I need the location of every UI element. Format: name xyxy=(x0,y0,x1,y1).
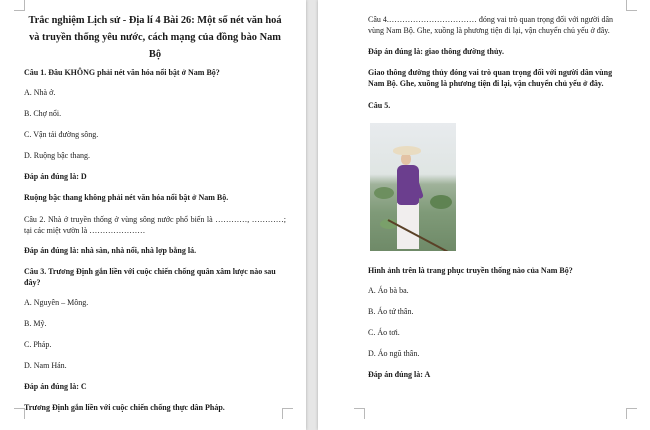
q4-explanation: Giao thông đường thủy đóng vai trò quan trọng đối với người dân vùng Nam Bộ. Ghe, xuồng là phương tiện đi lại, vận chuyển chủ yếu ở đây. xyxy=(368,68,613,88)
q3-explanation: Trương Định gắn liền với cuộc chiến chống thực dân Pháp. xyxy=(24,403,225,412)
q3-option-c: C. Pháp. xyxy=(24,340,52,349)
document-page-left xyxy=(0,0,306,430)
question-5-label: Câu 5. xyxy=(368,101,391,110)
q5-answer: Đáp án đúng là: A xyxy=(368,370,431,379)
q5-option-a: A. Áo bà ba. xyxy=(368,286,409,295)
q1-option-b: B. Chợ nổi. xyxy=(24,109,62,118)
q5-option-c: C. Áo tơi. xyxy=(368,328,400,337)
question-5: Hình ảnh trên là trang phục truyền thống nào của Nam Bộ? xyxy=(368,266,573,275)
crop-mark xyxy=(626,408,637,419)
left-page-content xyxy=(24,12,286,424)
q3-option-a: A. Nguyên – Mông. xyxy=(24,298,89,307)
crop-mark xyxy=(354,408,365,419)
question-2: Câu 2. Nhà ở truyền thống ở vùng sông nước phổ biến là …………, …………; tại các miệt vườn là ………………… xyxy=(24,215,286,235)
question-4: Câu 4.…………………………… đóng vai trò quan trọng đối với người dân vùng Nam Bộ. Ghe, xuồng là phương tiện đi lại, vận chuyển chủ yếu ở đây. xyxy=(368,15,613,35)
crop-mark xyxy=(14,0,25,11)
q1-option-d: D. Ruộng bậc thang. xyxy=(24,151,90,160)
q3-option-b: B. Mỹ. xyxy=(24,319,47,328)
traditional-costume-photo xyxy=(370,123,456,251)
conical-hat xyxy=(393,146,421,155)
q1-option-c: C. Vận tải đường sông. xyxy=(24,130,99,139)
lotus-leaf xyxy=(430,195,452,209)
q5-option-d: D. Áo ngũ thân. xyxy=(368,349,420,358)
q4-answer: Đáp án đúng là: giao thông đường thủy. xyxy=(368,47,504,56)
q1-option-a: A. Nhà ở. xyxy=(24,88,56,97)
right-page-content xyxy=(368,14,620,390)
document-page-right xyxy=(318,0,650,430)
q1-explanation: Ruộng bậc thang không phải nét văn hóa nổi bật ở Nam Bộ. xyxy=(24,193,229,202)
page-gap xyxy=(306,0,318,430)
question-3: Câu 3. Trương Định gắn liền với cuộc chiến chống quân xâm lược nào sau đây? xyxy=(24,267,276,287)
question-1: Câu 1. Đâu KHÔNG phải nét văn hóa nổi bật ở Nam Bộ? xyxy=(24,68,220,77)
lotus-leaf xyxy=(374,187,394,199)
crop-mark xyxy=(626,0,637,11)
document-title: Trắc nghiệm Lịch sử - Địa lí 4 Bài 26: Một số nét văn hoá và truyền thống yêu nước, cách mạng của đồng bào Nam Bộ xyxy=(28,15,282,60)
q3-option-d: D. Nam Hán. xyxy=(24,361,67,370)
q5-option-b: B. Áo tứ thân. xyxy=(368,307,414,316)
q3-answer: Đáp án đúng là: C xyxy=(24,382,87,391)
q1-answer: Đáp án đúng là: D xyxy=(24,172,87,181)
q2-answer: Đáp án đúng là: nhà sàn, nhà nổi, nhà lợp bằng lá. xyxy=(24,246,197,255)
